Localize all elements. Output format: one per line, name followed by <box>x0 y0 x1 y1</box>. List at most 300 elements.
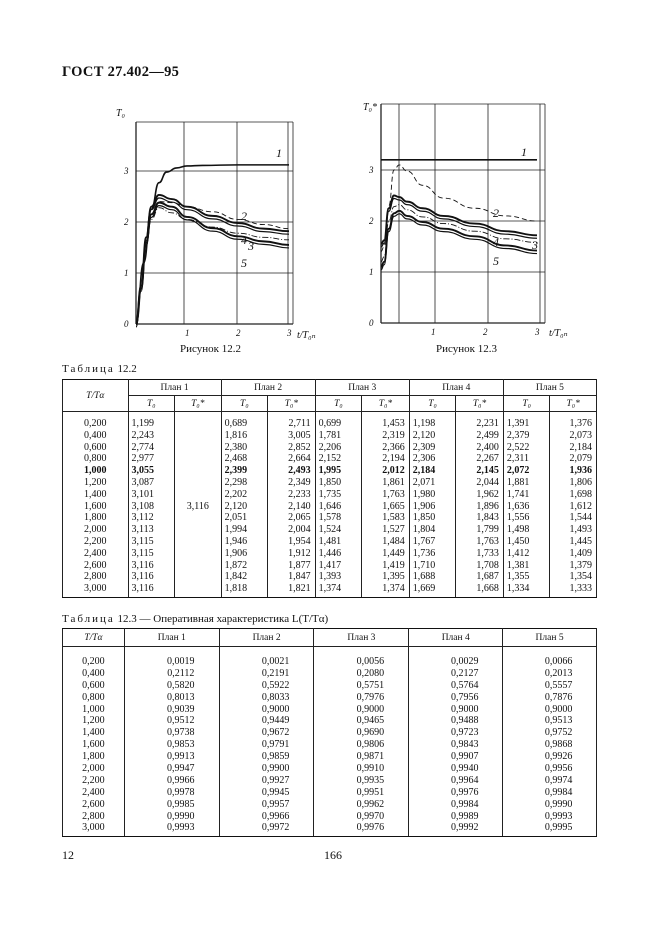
table-12-2-cell: 1,763 <box>382 488 405 500</box>
table-12-3-cell: 0,9672 <box>261 727 290 739</box>
document-title: ГОСТ 27.402—95 <box>62 64 180 80</box>
table-12-2-subheader: T₀ <box>221 396 268 412</box>
table-12-3-cell: 2,800 <box>82 810 105 822</box>
table-12-3-cell: 0,7876 <box>544 691 573 703</box>
table-12-2-cell: 1,850 <box>318 476 342 488</box>
table-12-2-cell <box>175 418 221 430</box>
table-12-2-cell: 1,995 <box>318 465 342 477</box>
table-12-2-cell: 2,000 <box>84 524 107 536</box>
table-12-3-cell: 0,9995 <box>544 822 573 834</box>
table-12-2-cell: 1,687 <box>476 571 499 583</box>
table-12-2-cell: 1,733 <box>476 547 499 559</box>
table-12-3-cell: 0,800 <box>82 691 105 703</box>
y-tick-label: 2 <box>124 217 129 227</box>
table-12-2-cell <box>175 512 221 524</box>
table-12-3-cell: 0,9993 <box>544 810 573 822</box>
table-12-2-cell: 2,079 <box>569 453 592 465</box>
table-12-2-column <box>456 412 504 598</box>
table-12-3-cell: 0,9907 <box>450 751 479 763</box>
figure-12-3-ylabel: T₀* <box>363 102 378 113</box>
table-12-3-cell: 0,9791 <box>261 739 290 751</box>
table-12-3-plan-header: План 2 <box>219 629 314 647</box>
table-12-2-cell: 3,101 <box>131 488 155 500</box>
table-12-2-cell: 1,636 <box>506 500 530 512</box>
table-12-3-cell: 0,9488 <box>450 715 479 727</box>
table-12-3-cell: 0,5751 <box>356 679 385 691</box>
table-12-2-column <box>175 412 222 598</box>
table-12-3-cell: 0,9976 <box>450 786 479 798</box>
table-12-2-cell: 1,781 <box>318 429 342 441</box>
table-12-2-cell: 1,354 <box>569 571 592 583</box>
table-12-2-cell: 1,688 <box>412 571 436 583</box>
table-12-3-cell: 0,0029 <box>450 656 479 667</box>
table-12-3-cell: 0,0056 <box>356 656 385 667</box>
table-12-3-cell: 0,9972 <box>261 822 290 834</box>
table-12-2-cell: 1,946 <box>224 535 248 547</box>
table-12-3-cell: 0,400 <box>82 667 105 679</box>
table-12-3-cell: 0,7956 <box>450 691 479 703</box>
table-12-2-cell: 2,194 <box>382 453 405 465</box>
table-12-3-cell: 0,9000 <box>356 703 385 715</box>
curve-label-3: 3 <box>532 238 538 252</box>
table-12-2-cell: 3,116 <box>131 571 154 583</box>
y-tick-label: 3 <box>124 166 129 176</box>
table-12-2-cell: 1,412 <box>506 547 530 559</box>
curve-label-3: 3 <box>248 239 254 253</box>
table-12-3-cell: 0,9940 <box>450 763 479 775</box>
table-12-3-cell: 0,9913 <box>167 751 195 763</box>
table-12-2-cell: 1,498 <box>506 524 530 536</box>
table-12-2-subheader: T₀ <box>409 396 456 412</box>
table-12-2-cell: 1,861 <box>382 476 405 488</box>
table-12-3 <box>62 628 597 837</box>
table-12-3-cell: 0,9993 <box>167 822 195 834</box>
figure-12-2-curves <box>136 165 289 327</box>
table-12-2-cell: 1,481 <box>318 535 342 547</box>
table-12-2-subheader: T₀* <box>175 396 222 412</box>
table-12-3-cell: 0,5557 <box>544 679 573 691</box>
table-12-2-cell: 2,366 <box>382 441 405 453</box>
table-12-3-cell: 0,9985 <box>167 798 195 810</box>
table-12-3-cell: 2,600 <box>82 798 105 810</box>
table-12-2-cell: 1,453 <box>382 418 405 429</box>
figure-12-3-grid <box>381 104 545 323</box>
table-12-3-cell: 0,9039 <box>167 703 195 715</box>
table-12-2-cell: 2,311 <box>506 453 529 465</box>
table-12-2-cell <box>175 571 221 583</box>
table-12-2-cell: 2,145 <box>476 465 499 477</box>
table-12-2-cell: 0,600 <box>84 441 107 453</box>
table-12-2-cell: 2,120 <box>412 429 436 441</box>
table-12-2-cell: 1,800 <box>84 512 107 524</box>
table-12-2-cell: 2,202 <box>224 488 248 500</box>
table-12-3-cell: 0,9512 <box>167 715 195 727</box>
table-12-2-cell: 1,376 <box>569 418 592 429</box>
table-12-3-plan-header: План 3 <box>314 629 409 647</box>
table-12-2-plan-header: План 4 <box>409 380 503 396</box>
table-12-2-cell: 1,736 <box>412 547 436 559</box>
table-12-3-cell: 0,9868 <box>544 739 573 751</box>
table-12-2-cell: 1,741 <box>506 488 530 500</box>
table-12-2-cell: 1,393 <box>318 571 342 583</box>
table-12-3-cell: 0,9966 <box>261 810 290 822</box>
curve-label-5: 5 <box>241 256 247 270</box>
table-12-2-cell: 2,400 <box>476 441 499 453</box>
table-12-3-cell: 0,5820 <box>167 679 195 691</box>
table-12-2-plan-header: План 3 <box>315 380 409 396</box>
table-12-2-column <box>503 412 550 598</box>
table-12-2-cell: 2,073 <box>569 429 592 441</box>
table-12-2-cell: 2,072 <box>506 465 530 477</box>
table-12-2-cell: 3,116 <box>131 583 154 595</box>
table-12-2-cell: 2,140 <box>288 500 311 512</box>
table-12-2-cell <box>175 560 221 572</box>
table-12-2-corner-header: T/Tα <box>63 380 129 412</box>
table-12-2-cell: 1,000 <box>84 465 107 477</box>
table-12-3-cell: 0,0021 <box>261 656 290 667</box>
table-12-2-cell: 1,954 <box>288 535 311 547</box>
figure-12-2-ylabel: T₀ <box>116 108 126 119</box>
table-12-2-cell: 3,113 <box>131 524 154 536</box>
table-12-3-cell: 0,9853 <box>167 739 195 751</box>
table-12-2-column <box>128 412 175 598</box>
series-line-3-outline <box>381 199 537 247</box>
table-12-3-cell: 1,000 <box>82 703 105 715</box>
table-12-3-cell: 0,9990 <box>544 798 573 810</box>
table-12-3-cell: 0,2013 <box>544 667 573 679</box>
table-12-2-cell: 2,977 <box>131 453 155 465</box>
table-12-3-cell: 0,9989 <box>450 810 479 822</box>
table-12-2-cell: 2,493 <box>288 465 311 477</box>
y-tick-label: 1 <box>369 267 374 277</box>
series-line-3-outline <box>136 198 289 327</box>
table-12-2-cell: 3,087 <box>131 476 155 488</box>
table-12-2-cell <box>175 524 221 536</box>
table-12-3-plan-header: План 5 <box>503 629 597 647</box>
curve-label-2: 2 <box>241 209 247 223</box>
table-12-2-subheader: T₀* <box>362 396 410 412</box>
table-12-3-cell: 0,2080 <box>356 667 385 679</box>
table-12-2-cell: 2,200 <box>84 535 107 547</box>
table-12-2-cell: 0,689 <box>224 418 248 429</box>
figure-12-3-caption: Рисунок 12.3 <box>436 343 497 355</box>
table-12-3-cell: 0,8013 <box>167 691 195 703</box>
table-12-2-cell: 1,450 <box>506 535 530 547</box>
table-12-3-cell: 0,2191 <box>261 667 290 679</box>
table-12-2-plan-header: План 1 <box>128 380 221 396</box>
figure-12-2-tick-labels <box>123 166 292 338</box>
table-12-2-cell: 1,544 <box>569 512 592 524</box>
curve-label-4: 4 <box>493 235 499 249</box>
curve-label-1: 1 <box>521 145 527 159</box>
table-12-2-cell: 2,400 <box>84 547 107 559</box>
table-12-2-cell: 3,108 <box>131 500 155 512</box>
table-12-2-cell: 1,994 <box>224 524 248 536</box>
table-12-3-cell: 0,9926 <box>544 751 573 763</box>
curve-label-2: 2 <box>493 206 499 220</box>
table-12-2-cell: 0,400 <box>84 429 107 441</box>
table-12-2-cell: 1,668 <box>476 583 499 595</box>
table-12-2-cell: 2,206 <box>318 441 342 453</box>
table-12-2-cell: 3,000 <box>84 583 107 595</box>
table-12-2-cell: 3,115 <box>131 535 154 547</box>
table-12-2-cell: 1,980 <box>412 488 436 500</box>
table-12-2-cell: 1,821 <box>288 583 311 595</box>
x-tick-label: 3 <box>535 327 540 337</box>
table-12-3-column <box>219 647 314 837</box>
table-12-2-column <box>63 412 129 598</box>
x-tick-label: 2 <box>236 328 241 338</box>
x-tick-label: 1 <box>185 328 190 338</box>
table-12-3-cell: 0,9966 <box>167 774 195 786</box>
page-number-left: 12 <box>62 848 74 862</box>
table-12-3-cell: 0,9984 <box>450 798 479 810</box>
table-12-2-cell <box>175 489 221 501</box>
table-12-2-cell: 1,374 <box>318 583 342 595</box>
table-12-3-plan-header: План 4 <box>409 629 503 647</box>
table-12-3-column <box>409 647 503 837</box>
table-12-3-cell: 0,9900 <box>261 763 290 775</box>
table-12-2-cell: 1,200 <box>84 476 107 488</box>
table-12-2-cell: 1,524 <box>318 524 342 536</box>
table-12-2-cell: 1,400 <box>84 488 107 500</box>
table-12-3-column <box>63 647 125 837</box>
table-12-2-cell: 3,055 <box>131 465 155 477</box>
table-12-3-title <box>62 613 328 625</box>
table-12-2-cell: 3,115 <box>131 547 154 559</box>
table-12-3-cell: 0,9957 <box>261 798 290 810</box>
table-12-2-cell: 2,012 <box>382 465 405 477</box>
table-12-3-cell: 0,200 <box>82 656 105 667</box>
table-12-3-plan-header: План 1 <box>124 629 219 647</box>
table-12-3-cell: 0,8033 <box>261 691 290 703</box>
table-12-2-cell: 2,065 <box>288 512 311 524</box>
table-12-2-cell: 3,116 <box>186 500 209 512</box>
table-12-2-cell: 1,417 <box>318 559 342 571</box>
x-tick-label: 3 <box>287 328 292 338</box>
table-12-2-cell: 2,231 <box>476 418 499 429</box>
table-12-2-cell <box>175 477 221 489</box>
table-12-2-cell: 1,199 <box>131 418 155 429</box>
table-12-2-cell: 2,774 <box>131 441 155 453</box>
y-tick-label: 1 <box>124 268 129 278</box>
table-12-3-cell: 0,9723 <box>450 727 479 739</box>
table-12-3-cell: 0,9990 <box>167 810 195 822</box>
table-12-2-cell: 1,395 <box>382 571 405 583</box>
table-12-2-cell: 2,380 <box>224 441 248 453</box>
table-12-2-cell: 2,152 <box>318 453 342 465</box>
table-12-2-cell: 1,816 <box>224 429 248 441</box>
table-12-2-cell: 1,806 <box>569 476 592 488</box>
table-12-2-cell: 1,198 <box>412 418 436 429</box>
figure-12-3-tick-labels <box>368 165 540 337</box>
table-12-2-cell: 1,381 <box>506 559 530 571</box>
figure-12-2 <box>110 100 316 360</box>
table-12-2-cell: 2,184 <box>412 465 436 477</box>
table-12-2-cell: 1,578 <box>318 512 342 524</box>
table-12-2-cell: 1,818 <box>224 583 248 595</box>
table-12-2-column <box>409 412 456 598</box>
table-12-2-cell: 1,872 <box>224 559 248 571</box>
table-12-2-cell: 1,669 <box>412 583 436 595</box>
table-12-3-column <box>124 647 219 837</box>
table-12-2-cell: 1,449 <box>382 547 405 559</box>
table-12-3-cell: 0,9000 <box>261 703 290 715</box>
table-12-3-title-rest: — Оперативная характеристика L(T/Tα) <box>136 613 329 625</box>
table-12-3-cell: 0,9910 <box>356 763 385 775</box>
table-12-3-cell: 0,9974 <box>544 774 573 786</box>
table-12-3-cell: 2,400 <box>82 786 105 798</box>
table-12-2-title <box>62 363 137 375</box>
table-12-2-cell: 2,243 <box>131 429 155 441</box>
table-12-3-cell: 1,600 <box>82 739 105 751</box>
table-12-3-title-number: 12.3 <box>117 613 137 625</box>
table-12-2-cell: 2,309 <box>412 441 436 453</box>
table-12-2-cell: 1,708 <box>476 559 499 571</box>
table-12-2-cell: 0,699 <box>318 418 342 429</box>
x-tick-label: 2 <box>483 327 488 337</box>
table-12-2-cell: 1,936 <box>569 465 592 477</box>
table-12-2-cell: 3,112 <box>131 512 154 524</box>
table-12-3-cell: 0,9956 <box>544 763 573 775</box>
table-12-2-cell: 1,583 <box>382 512 405 524</box>
table-12-2-cell: 1,484 <box>382 535 405 547</box>
table-12-3-cell: 0,9962 <box>356 798 385 810</box>
series-line-2 <box>136 202 289 324</box>
table-12-3-cell: 0,9449 <box>261 715 290 727</box>
y-tick-label: 0 <box>124 319 129 329</box>
table-12-2-cell: 1,446 <box>318 547 342 559</box>
table-12-2-cell <box>175 430 221 442</box>
table-12-3-cell: 0,5764 <box>450 679 479 691</box>
table-12-2-cell: 1,850 <box>412 512 436 524</box>
table-12-2-cell: 1,409 <box>569 547 592 559</box>
table-12-2-cell: 1,600 <box>84 500 107 512</box>
table-12-3-cell: 0,600 <box>82 679 105 691</box>
series-line-4 <box>136 208 289 324</box>
figure-12-2-caption: Рисунок 12.2 <box>180 343 241 355</box>
table-12-3-corner-header: T/Tα <box>63 629 125 647</box>
table-12-2-cell: 2,379 <box>506 429 530 441</box>
table-12-2-cell <box>175 453 221 465</box>
table-12-2-cell: 1,391 <box>506 418 530 429</box>
table-12-2-cell: 1,334 <box>506 583 530 595</box>
table-12-2-cell: 1,843 <box>476 512 499 524</box>
table-12-2-cell: 1,419 <box>382 559 405 571</box>
table-12-3-cell: 3,000 <box>82 822 105 834</box>
table-12-2-cell: 2,711 <box>288 418 311 429</box>
table-12-3-cell: 0,9859 <box>261 751 290 763</box>
table-12-2-cell: 1,735 <box>318 488 342 500</box>
figure-12-3-xlabel: t/T₀ₙ <box>549 328 568 339</box>
table-12-3-cell: 0,9513 <box>544 715 573 727</box>
series-line-3 <box>136 195 289 324</box>
table-12-3-cell: 0,9465 <box>356 715 385 727</box>
table-12-3-cell: 0,5922 <box>261 679 290 691</box>
table-12-2-cell: 1,962 <box>476 488 499 500</box>
table-12-2-cell: 0,800 <box>84 453 107 465</box>
table-12-3-cell: 0,9951 <box>356 786 385 798</box>
table-12-2-cell: 1,847 <box>288 571 311 583</box>
table-12-3-cell: 0,9690 <box>356 727 385 739</box>
y-tick-label: 0 <box>369 318 374 328</box>
table-12-2-cell: 2,051 <box>224 512 248 524</box>
table-12-3-cell: 0,9927 <box>261 774 290 786</box>
table-12-2-cell: 2,499 <box>476 429 499 441</box>
table-12-3-title-prefix: Таблица <box>62 613 115 625</box>
table-12-2-cell: 2,800 <box>84 571 107 583</box>
table-12-3-cell: 2,000 <box>82 763 105 775</box>
table-12-2-cell <box>175 442 221 454</box>
table-12-3-column <box>503 647 597 837</box>
table-12-2-cell: 2,349 <box>288 476 311 488</box>
table-12-3-cell: 0,2127 <box>450 667 479 679</box>
table-12-3-cell: 0,9806 <box>356 739 385 751</box>
table-12-2-cell: 1,767 <box>412 535 436 547</box>
y-tick-label: 3 <box>369 165 374 175</box>
table-12-2-cell: 2,004 <box>288 524 311 536</box>
table-12-2 <box>62 379 597 598</box>
table-12-2-cell: 1,842 <box>224 571 248 583</box>
y-tick-label: 2 <box>369 216 374 226</box>
table-12-2-cell: 3,116 <box>131 559 154 571</box>
table-12-2-cell <box>175 465 221 477</box>
table-12-3-cell: 0,9843 <box>450 739 479 751</box>
table-12-2-cell: 2,267 <box>476 453 499 465</box>
table-12-2-cell: 2,664 <box>288 453 311 465</box>
table-12-2-cell: 1,710 <box>412 559 436 571</box>
figure-12-2-xlabel: t/T₀ₙ <box>297 330 316 341</box>
page-number-center: 166 <box>324 848 342 862</box>
table-12-3-cell: 1,800 <box>82 751 105 763</box>
table-12-2-cell <box>175 536 221 548</box>
table-12-3-cell: 0,9947 <box>167 763 195 775</box>
table-12-2-cell: 1,804 <box>412 524 436 536</box>
figure-12-3 <box>355 100 568 360</box>
table-12-2-cell: 1,763 <box>476 535 499 547</box>
table-12-2-cell: 2,306 <box>412 453 436 465</box>
table-12-2-cell: 1,355 <box>506 571 530 583</box>
table-12-2-cell: 2,852 <box>288 441 311 453</box>
table-12-3-cell: 0,2112 <box>167 667 195 679</box>
table-12-3-cell: 0,9752 <box>544 727 573 739</box>
table-12-2-column <box>362 412 410 598</box>
table-12-3-cell: 0,9871 <box>356 751 385 763</box>
table-12-2-cell: 1,527 <box>382 524 405 536</box>
table-12-3-cell: 0,9935 <box>356 774 385 786</box>
table-12-2-cell: 2,468 <box>224 453 248 465</box>
table-12-2-cell: 1,556 <box>506 512 530 524</box>
table-12-2-subheader: T₀* <box>268 396 316 412</box>
table-12-2-subheader: T₀ <box>315 396 362 412</box>
table-12-2-cell: 1,665 <box>382 500 405 512</box>
table-12-2-column <box>221 412 268 598</box>
table-12-3-cell: 0,9738 <box>167 727 195 739</box>
table-12-2-cell: 2,044 <box>476 476 499 488</box>
table-12-2-cell: 1,698 <box>569 488 592 500</box>
figure-12-3-curves <box>381 160 537 270</box>
table-12-3-cell: 0,7976 <box>356 691 385 703</box>
table-12-3-cell: 2,200 <box>82 774 105 786</box>
table-12-3-cell: 0,0066 <box>544 656 573 667</box>
table-12-2-title-number: 12.2 <box>117 363 137 375</box>
table-12-2-column <box>268 412 316 598</box>
table-12-2-cell: 1,906 <box>412 500 436 512</box>
table-12-3-cell: 0,9000 <box>450 703 479 715</box>
table-12-3-cell: 0,9000 <box>544 703 573 715</box>
table-12-3-column <box>314 647 409 837</box>
table-12-3-cell: 0,9978 <box>167 786 195 798</box>
